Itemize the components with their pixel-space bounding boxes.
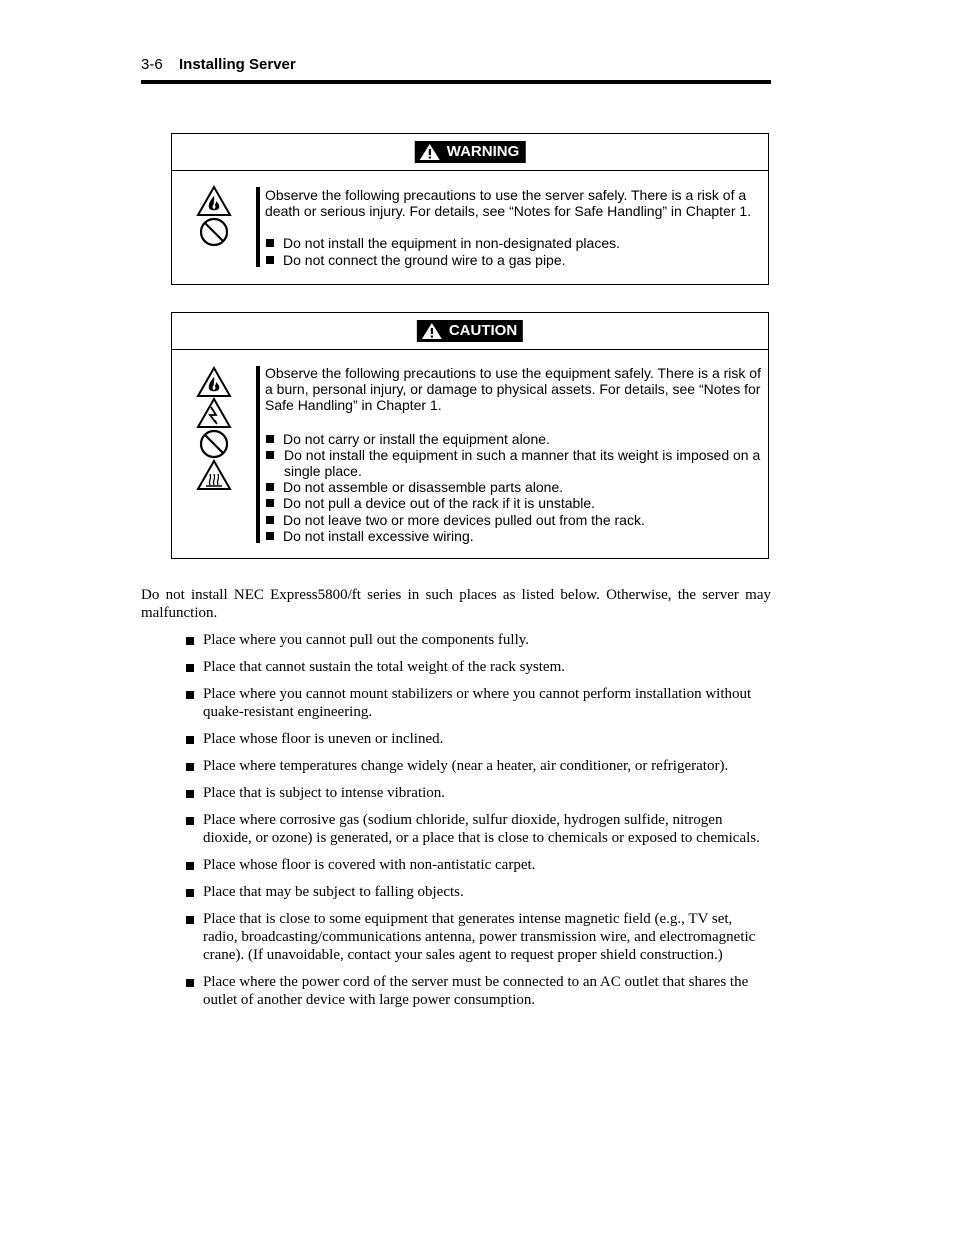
- header-rule: [141, 80, 771, 84]
- list-item: Place that cannot sustain the total weight of the rack system.: [185, 658, 760, 676]
- prohibited-icon: [196, 428, 232, 460]
- unsuitable-places-list: [185, 631, 760, 1018]
- installation-intro: Do not install NEC Express5800/ft series in such places as listed below. Otherwise, the server may malfunction.: [141, 587, 771, 621]
- warning-triangle-icon: [419, 143, 441, 161]
- list-item: Place where you cannot mount stabilizers or where you cannot perform installation without quake-resistant engineering.: [185, 685, 760, 721]
- list-item: Place where you cannot pull out the components fully.: [185, 631, 760, 649]
- list-item: Place where corrosive gas (sodium chloride, sulfur dioxide, hydrogen sulfide, nitrogen dioxide, or ozone) is generated, or a place that is close to chemicals or exposed to chemicals.: [185, 811, 760, 847]
- page-number: 3-6: [141, 56, 163, 73]
- list-item: Do not connect the ground wire to a gas pipe.: [265, 252, 761, 268]
- fire-hazard-icon: [196, 366, 232, 398]
- list-item: Place that is close to some equipment that generates intense magnetic field (e.g., TV set, radio, broadcasting/communications antenna, power transmission wire, and electromagnetic crane). (If unavoidable, contact your sales agent to request proper shield construction.): [185, 910, 760, 964]
- section-title: Installing Server: [179, 56, 296, 73]
- list-item: Do not assemble or disassemble parts alone.: [265, 479, 761, 495]
- list-item: Place whose floor is uneven or inclined.: [185, 730, 760, 748]
- list-item: Place where temperatures change widely (near a heater, air conditioner, or refrigerator).: [185, 757, 760, 775]
- warning-list: [265, 235, 761, 267]
- caution-list: [265, 431, 761, 544]
- caution-text: [265, 365, 761, 544]
- caution-icons: [196, 366, 234, 490]
- list-item: Do not pull a device out of the rack if it is unstable.: [265, 495, 761, 511]
- warning-text: [265, 187, 761, 268]
- electric-shock-icon: [196, 397, 232, 429]
- list-item: Do not install the equipment in non-designated places.: [265, 235, 761, 251]
- caution-label: CAUTION: [417, 320, 523, 342]
- page-header: [141, 55, 771, 84]
- caution-intro: Observe the following precautions to use the equipment safely. There is a risk of a burn, personal injury, or damage to physical assets. For details, see “Notes for Safe Handling” in Chapter 1.: [265, 365, 761, 414]
- warning-intro: Observe the following precautions to use the server safely. There is a risk of a death or serious injury. For details, see “Notes for Safe Handling” in Chapter 1.: [265, 187, 752, 220]
- caution-side-rule: [256, 366, 260, 543]
- fire-hazard-icon: [196, 185, 232, 217]
- list-item: Do not install the equipment in such a manner that its weight is imposed on a single place.: [265, 447, 761, 479]
- warning-side-rule: [256, 187, 260, 267]
- list-item: Do not install excessive wiring.: [265, 528, 761, 544]
- hot-surface-icon: [196, 459, 232, 491]
- list-item: Place that may be subject to falling objects.: [185, 883, 760, 901]
- caution-bar: [172, 313, 768, 350]
- warning-box: [171, 133, 769, 285]
- list-item: Place that is subject to intense vibration.: [185, 784, 760, 802]
- caution-box: [171, 312, 769, 559]
- warning-bar: [172, 134, 768, 171]
- warning-icons: [196, 185, 234, 247]
- list-item: Place where the power cord of the server must be connected to an AC outlet that shares the outlet of another device with large power consumption.: [185, 973, 760, 1009]
- list-item: Do not carry or install the equipment alone.: [265, 431, 761, 447]
- prohibited-icon: [196, 216, 232, 248]
- list-item: Place whose floor is covered with non-antistatic carpet.: [185, 856, 760, 874]
- warning-label: WARNING: [415, 141, 526, 163]
- warning-triangle-icon: [421, 322, 443, 340]
- list-item: Do not leave two or more devices pulled out from the rack.: [265, 512, 761, 528]
